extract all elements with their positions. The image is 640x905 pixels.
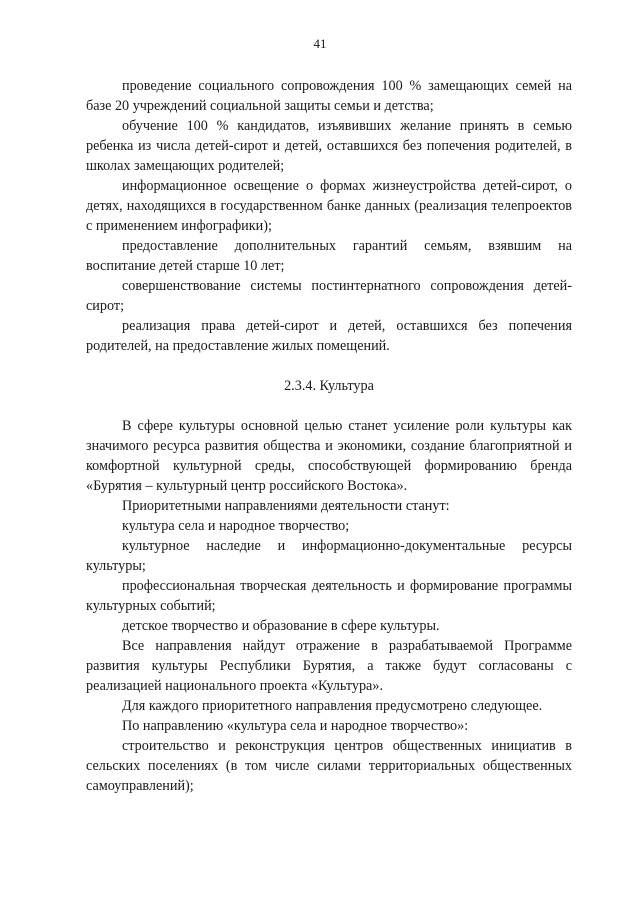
paragraph-information-coverage: информационное освещение о формах жизнеустройства детей-сирот, о детях, находящихся в государственном банке данных (реализация телепроектов с применением инфографики); [86, 178, 572, 234]
paragraph-priority-intro: Приоритетными направлениями деятельности станут: [122, 498, 450, 514]
paragraph-additional-guarantees: предоставление дополнительных гарантий семьям, взявшим на воспитание детей старше 10 лет; [86, 238, 572, 274]
list-item-professional-activity: профессиональная творческая деятельность и формирование программы культурных событий; [86, 578, 572, 614]
paragraph-training-candidates: обучение 100 % кандидатов, изъявивших желание принять в семью ребенка из числа детей-сирот и детей, оставшихся без попечения родителей, в школах замещающих родителей; [86, 118, 572, 174]
section-heading-culture: 2.3.4. Культура [284, 378, 374, 394]
list-item-village-culture: культура села и народное творчество; [122, 518, 350, 534]
paragraph-culture-goal: В сфере культуры основной целью станет усиление роли культуры как значимого ресурса развития общества и экономики, создание благоприятной и комфортной культурной среды, способствующей формированию бренда «Бурятия – культурный центр российского Востока». [86, 418, 572, 494]
paragraph-post-boarding-support: совершенствование системы постинтернатного сопровождения детей-сирот; [86, 278, 572, 314]
paragraph-provisions-intro: Для каждого приоритетного направления предусмотрено следующее. [122, 698, 543, 714]
paragraph-program-alignment: Все направления найдут отражение в разрабатываемой Программе развития культуры Республики Бурятия, а также будут согласованы с реализацией национального проекта «Культура». [86, 638, 572, 694]
paragraph-support-families: проведение социального сопровождения 100 % замещающих семей на базе 20 учреждений социальной защиты семьи и детства; [86, 78, 572, 114]
section-culture [86, 416, 572, 796]
paragraph-housing-rights: реализация права детей-сирот и детей, оставшихся без попечения родителей, на предоставление жилых помещений. [86, 318, 572, 354]
page-number: 41 [313, 36, 327, 51]
list-item-cultural-heritage: культурное наследие и информационно-документальные ресурсы культуры; [86, 538, 572, 574]
section-social-support [86, 76, 572, 356]
list-item-children-creativity: детское творчество и образование в сфере культуры. [122, 618, 440, 634]
paragraph-construction-centers: строительство и реконструкция центров общественных инициатив в сельских поселениях (в том числе силами территориальных общественных самоуправлений); [86, 738, 572, 794]
paragraph-village-direction: По направлению «культура села и народное творчество»: [122, 718, 469, 734]
section-culture-heading-wrap [86, 376, 572, 396]
